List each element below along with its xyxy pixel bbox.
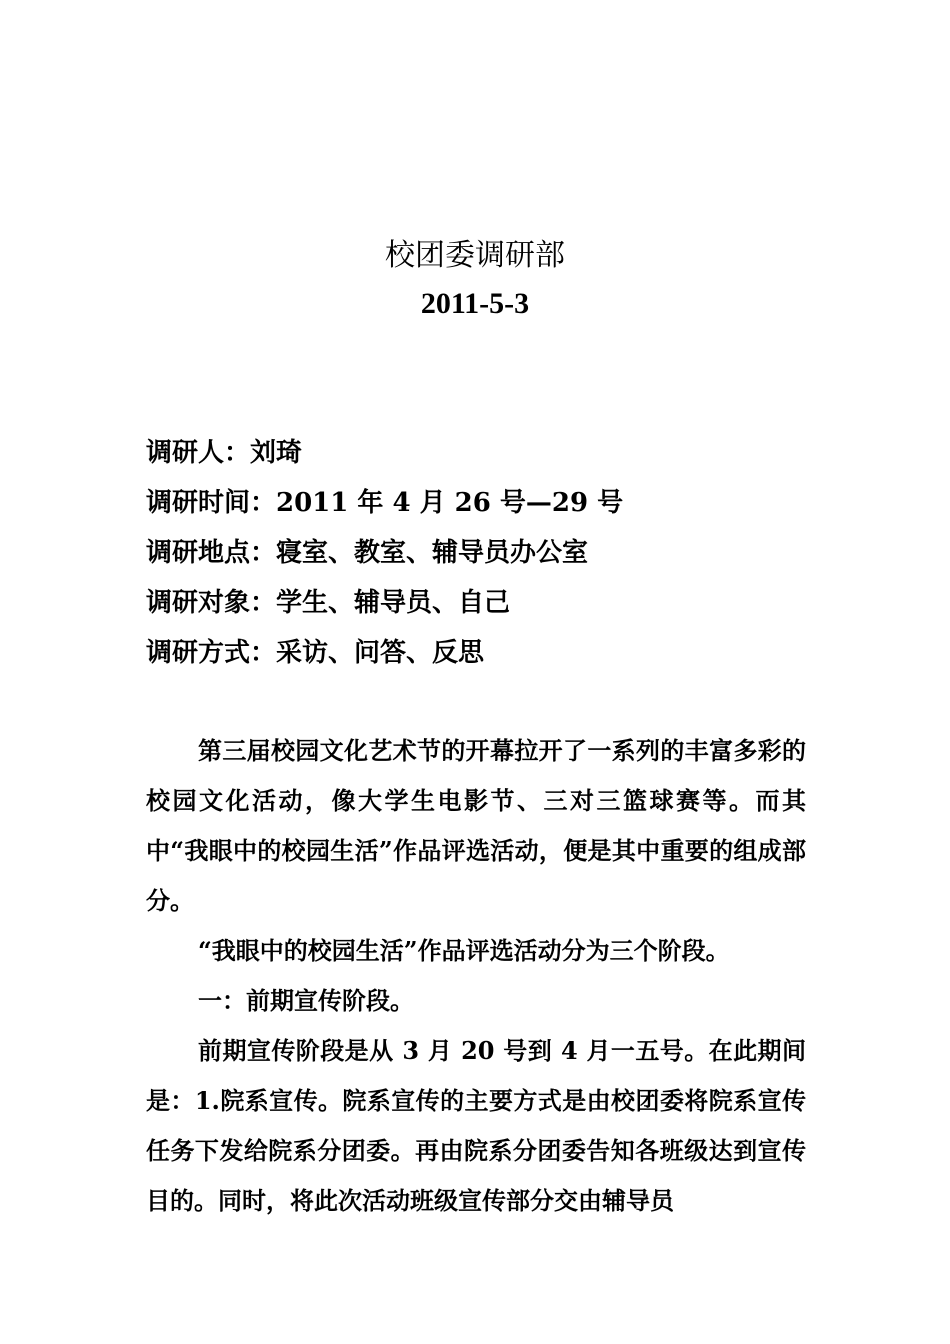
paragraph-intro: 第三届校园文化艺术节的开幕拉开了一系列的丰富多彩的校园文化活动，像大学生电影节、三对三篮球赛等。而其中“我眼中的校园生活”作品评选活动，便是其中重要的组成部分。	[146, 736, 806, 915]
research-method-line: 调研方式：采访、问答、反思	[146, 638, 485, 668]
document-title: 校团委调研部	[385, 238, 565, 273]
research-time-line: 调研时间：2011 年 4 月 26 号—29 号	[146, 488, 624, 518]
research-info	[146, 428, 826, 678]
researcher-line: 调研人：刘琦	[146, 438, 303, 468]
research-subjects-line: 调研对象：学生、辅导员、自己	[146, 588, 511, 618]
paragraph-stage-one: 前期宣传阶段是从 3 月 20 号到 4 月一五号。在此期间是：1.院系宣传。院系宣传的主要方式是由校团委将院系宣传任务下发给院系分团委。再由院系分团委告知各班级达到宣传目的。同时，将此次活动班级宣传部分交由辅导员	[146, 1036, 806, 1215]
title-block	[0, 232, 950, 328]
section-heading-stage-one: 一：前期宣传阶段。	[198, 986, 414, 1015]
document-date: 2011-5-3	[420, 287, 530, 320]
paragraph-stages: “我眼中的校园生活”作品评选活动分为三个阶段。	[198, 936, 730, 965]
research-location-line: 调研地点：寝室、教室、辅导员办公室	[146, 538, 589, 568]
document-body	[146, 726, 806, 1226]
